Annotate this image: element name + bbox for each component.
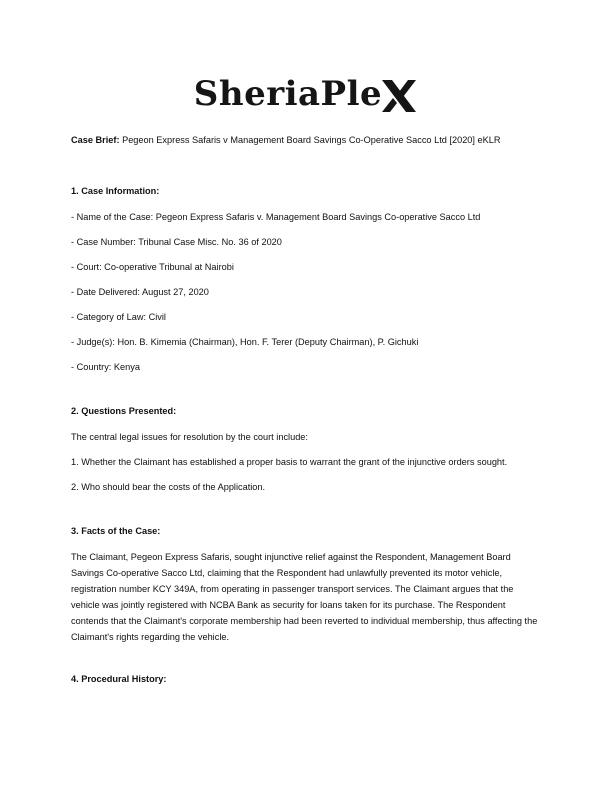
section-heading-questions-presented: 2. Questions Presented: — [71, 406, 177, 416]
case-brief-title: Pegeon Express Safaris v Management Board Savings Co-Operative Sacco Ltd [2020] eKLR — [119, 135, 501, 145]
section-heading-facts: 3. Facts of the Case: — [71, 526, 161, 536]
case-brief-label: Case Brief: — [71, 135, 120, 145]
category-of-law-item: - Category of Law: Civil — [71, 312, 166, 322]
judges-item: - Judge(s): Hon. B. Kimemia (Chairman), Hon. F. Terer (Deputy Chairman), P. Gichuki — [71, 337, 419, 347]
x-mark-icon — [380, 78, 418, 114]
questions-intro: The central legal issues for resolution by the court include: — [71, 432, 308, 442]
section-heading-case-information: 1. Case Information: — [71, 186, 160, 196]
document-body — [71, 126, 541, 687]
case-brief-line — [71, 132, 541, 148]
question-1: 1. Whether the Claimant has established a proper basis to warrant the grant of the injunctive orders sought. — [71, 457, 508, 467]
court-item: - Court: Co-operative Tribunal at Nairobi — [71, 262, 234, 272]
logo-text: SheriaPle — [193, 74, 383, 114]
section-heading-procedural-history: 4. Procedural History: — [71, 674, 167, 684]
case-number-item: - Case Number: Tribunal Case Misc. No. 36 of 2020 — [71, 237, 282, 247]
question-2: 2. Who should bear the costs of the Application. — [71, 482, 266, 492]
sheriaplex-logo — [0, 74, 612, 124]
country-item: - Country: Kenya — [71, 362, 140, 372]
date-delivered-item: - Date Delivered: August 27, 2020 — [71, 287, 209, 297]
case-name-item: - Name of the Case: Pegeon Express Safaris v. Management Board Savings Co-operative Sacco Ltd — [71, 212, 481, 222]
facts-paragraph: The Claimant, Pegeon Express Safaris, sought injunctive relief against the Respondent, Management Board Savings Co-operative Sacco Ltd, claiming that the Respondent had unlawfully prevented its motor vehicle, registration number KCY 349A, from operating in passenger transport services. The Claimant argues that the vehicle was jointly registered with NCBA Bank as security for loans taken for its purchase. The Respondent contends that the Claimant's corporate membership had been reverted to individual membership, thus affecting the Claimant's rights regarding the vehicle. — [71, 552, 538, 642]
